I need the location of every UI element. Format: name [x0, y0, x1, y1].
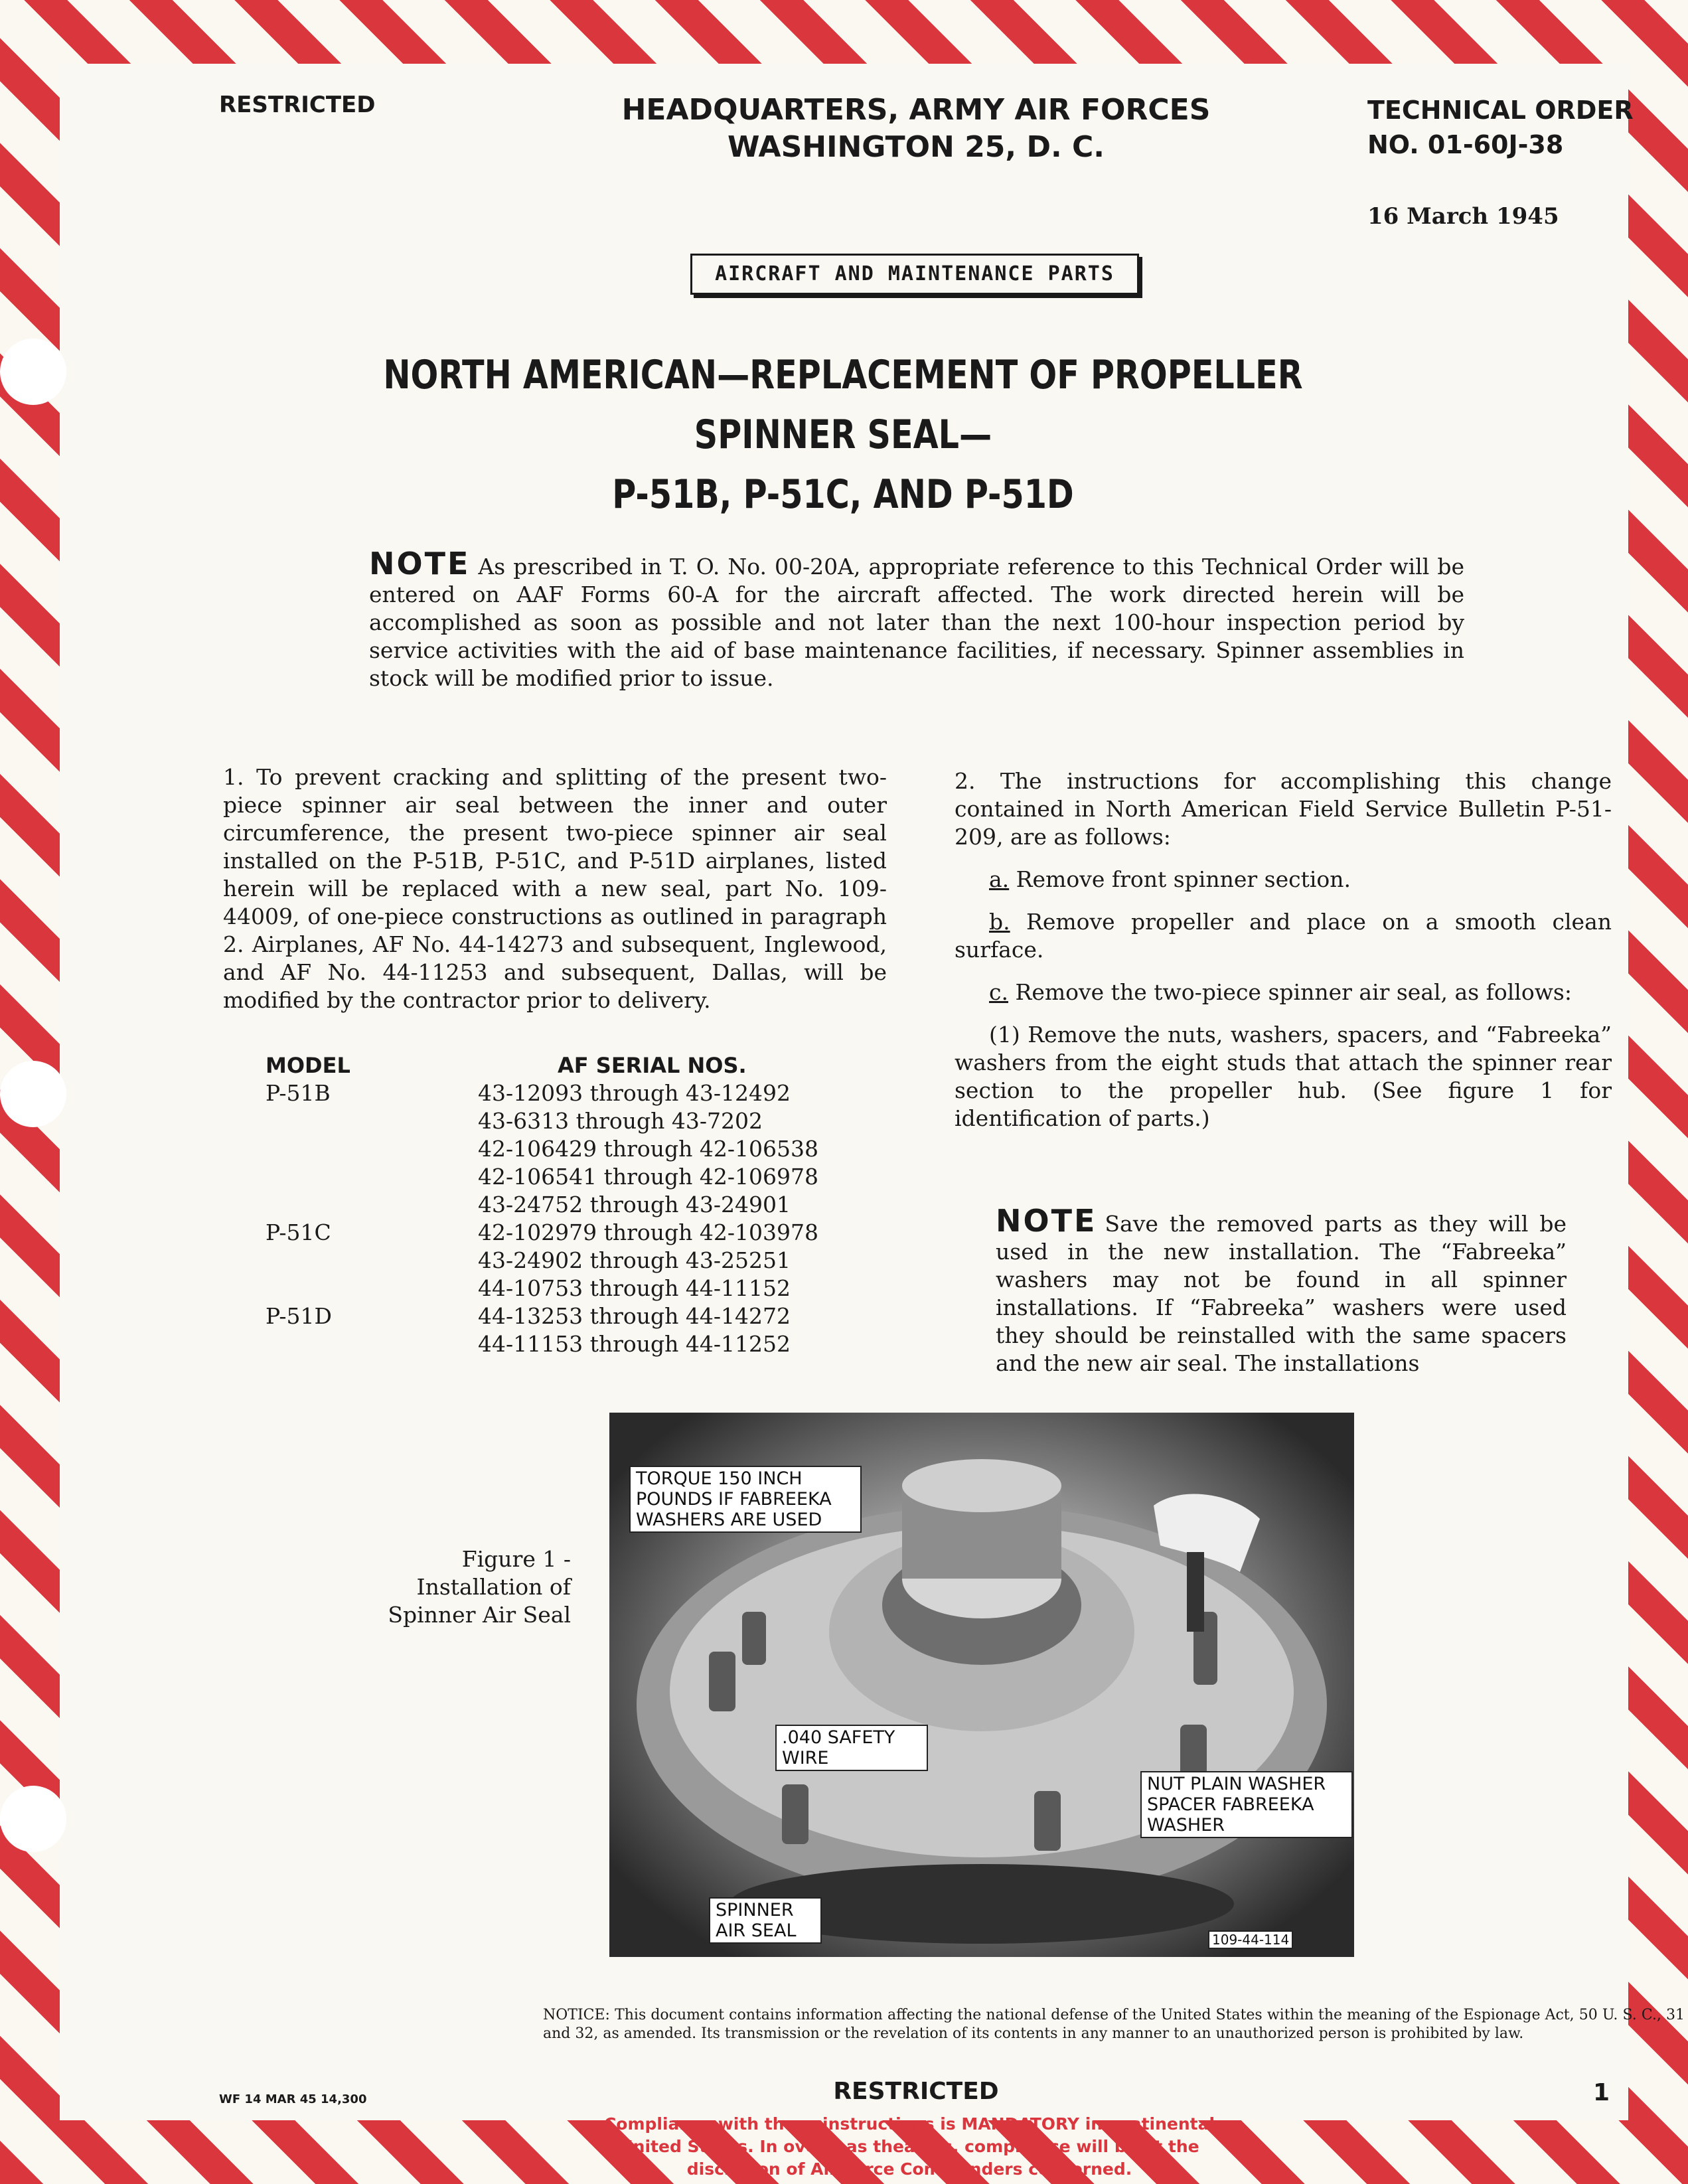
installation-photo — [609, 1413, 1354, 1957]
callout-torque: TORQUE 150 INCH POUNDS IF FABREEKA WASHERS ARE USED — [629, 1466, 862, 1533]
serial-range: 42-102979 through 42-103978 — [478, 1219, 818, 1245]
step-c-text: Remove the two-piece spinner air seal, as follows: — [1015, 979, 1572, 1005]
left-column — [223, 763, 887, 1029]
step-a — [955, 866, 1612, 894]
callout-safety-wire: .040 SAFETY WIRE — [775, 1725, 928, 1771]
photo-id: 109-44-114 — [1208, 1930, 1293, 1949]
issuing-authority — [584, 92, 1248, 166]
to-line-1: TECHNICAL ORDER — [1367, 96, 1634, 125]
serial-model: P-51D — [266, 1303, 332, 1329]
table-row — [266, 1219, 863, 1247]
serial-range: 42-106429 through 42-106538 — [478, 1136, 818, 1162]
paragraph-2: 2. The instructions for accomplishing this change contained in North American Field Service Bulletin P-51-209, are as follows: — [955, 768, 1612, 850]
table-row — [266, 1135, 863, 1163]
step-b-text: Remove propeller and place on a smooth clean surface. — [955, 909, 1612, 963]
issue-date: 16 March 1945 — [1367, 203, 1559, 230]
serial-range: 43-12093 through 43-12492 — [478, 1080, 791, 1106]
binder-hole — [0, 1786, 66, 1852]
mandatory-compliance-notice: Compliance with these instructions is MANDATORY in continental United States. In overseas theaters, compliance will be at the discretion of Air Force Commanders concerned. — [603, 2114, 1215, 2179]
restricted-label-bottom: RESTRICTED — [833, 2078, 999, 2105]
to-line-2: NO. 01-60J-38 — [1367, 130, 1564, 159]
hq-line-2: WASHINGTON 25, D. C. — [727, 130, 1105, 164]
table-row — [266, 1247, 863, 1275]
table-row — [266, 1163, 863, 1191]
document-title — [331, 345, 1355, 524]
table-row — [266, 1191, 863, 1219]
table-row — [266, 1330, 863, 1358]
serial-range: 44-13253 through 44-14272 — [478, 1303, 791, 1329]
table-row — [266, 1275, 863, 1302]
serial-range: 43-6313 through 43-7202 — [478, 1108, 763, 1134]
binder-hole — [0, 339, 66, 405]
category-box: AIRCRAFT AND MAINTENANCE PARTS — [690, 254, 1139, 295]
step-c — [955, 978, 1612, 1006]
right-column — [955, 767, 1612, 1147]
serial-header-model: MODEL — [266, 1053, 350, 1078]
serial-range: 44-11153 through 44-11252 — [478, 1331, 791, 1357]
step-a-label: a. — [989, 866, 1010, 892]
security-notice: NOTICE: This document contains information affecting the national defense of the United States within the meaning of the Espionage Act, 50 U. S. C., 31 and 32, as amended. Its transmission or the revelation of its contents in any manner to an unauthorized person is prohibited by law. — [543, 2007, 1685, 2042]
binder-hole — [0, 1061, 66, 1127]
note-label: NOTE — [369, 546, 471, 582]
callout-parts: NUT PLAIN WASHER SPACER FABREEKA WASHER — [1140, 1771, 1353, 1838]
serial-range: 42-106541 through 42-106978 — [478, 1164, 818, 1190]
table-row — [266, 1107, 863, 1135]
table-row — [266, 1302, 863, 1330]
step-b-label: b. — [989, 909, 1010, 935]
serial-table — [266, 1052, 863, 1358]
note-text: As prescribed in T. O. No. 00-20A, appropriate reference to this Technical Order will be entered on AAF Forms 60-A for the aircraft affected. The work directed herein will be accomplished as soon as possible and not later than the next 100-hour inspection period by service activities with the aid of base maintenance facilities, if necessary. Spinner assemblies in stock will be modified prior to issue. — [369, 554, 1464, 691]
inner-note-label: NOTE — [996, 1203, 1097, 1239]
hq-line-1: HEADQUARTERS, ARMY AIR FORCES — [621, 93, 1211, 127]
serial-header-range: AF SERIAL NOS. — [558, 1053, 747, 1078]
technical-order-number — [1367, 93, 1634, 162]
title-line-2: P-51B, P-51C, AND P-51D — [612, 471, 1074, 518]
figure-caption: Figure 1 - Installation of Spinner Air Seal — [388, 1546, 571, 1628]
inner-note-text: Save the removed parts as they will be used in the new installation. The “Fabreeka” washers may not be found in all spinner installations. If “Fabreeka” washers were used they should be reinstalled with the same spacers and the new air seal. The installations — [996, 1211, 1567, 1376]
paragraph-1: 1. To prevent cracking and splitting of the present two-piece spinner air seal between the inner and outer circumference, the present two-piece spinner air seal installed on the P-51B, P-51C, and P-51D airplanes, listed herein will be replaced with a new seal, part No. 109-44009, of one-piece constructions as outlined in paragraph 2. Airplanes, AF No. 44-14273 and subsequent, Inglewood, and AF No. 44-11253 and subsequent, Dallas, will be modified by the contractor prior to delivery. — [223, 764, 887, 1013]
serial-range: 44-10753 through 44-11152 — [478, 1275, 791, 1301]
step-b — [955, 908, 1612, 964]
serial-range: 43-24902 through 43-25251 — [478, 1247, 791, 1273]
serial-model: P-51B — [266, 1080, 331, 1106]
callout-spinner-seal: SPINNER AIR SEAL — [709, 1897, 822, 1944]
title-line-1: NORTH AMERICAN—REPLACEMENT OF PROPELLER SPINNER SEAL— — [383, 352, 1303, 458]
page-number: 1 — [1593, 2079, 1610, 2106]
note-block — [369, 546, 1464, 692]
step-c1: (1) Remove the nuts, washers, spacers, and “Fabreeka” washers from the eight studs that attach the spinner rear section to the propeller hub. (See figure 1 for identification of parts.) — [955, 1022, 1612, 1131]
step-c-label: c. — [989, 979, 1008, 1005]
serial-model: P-51C — [266, 1219, 331, 1245]
serial-range: 43-24752 through 43-24901 — [478, 1192, 791, 1217]
restricted-label-top: RESTRICTED — [219, 92, 376, 118]
inner-note — [996, 1203, 1567, 1377]
print-code: WF 14 MAR 45 14,300 — [219, 2092, 367, 2106]
step-a-text: Remove front spinner section. — [1016, 866, 1351, 892]
table-row — [266, 1079, 863, 1107]
